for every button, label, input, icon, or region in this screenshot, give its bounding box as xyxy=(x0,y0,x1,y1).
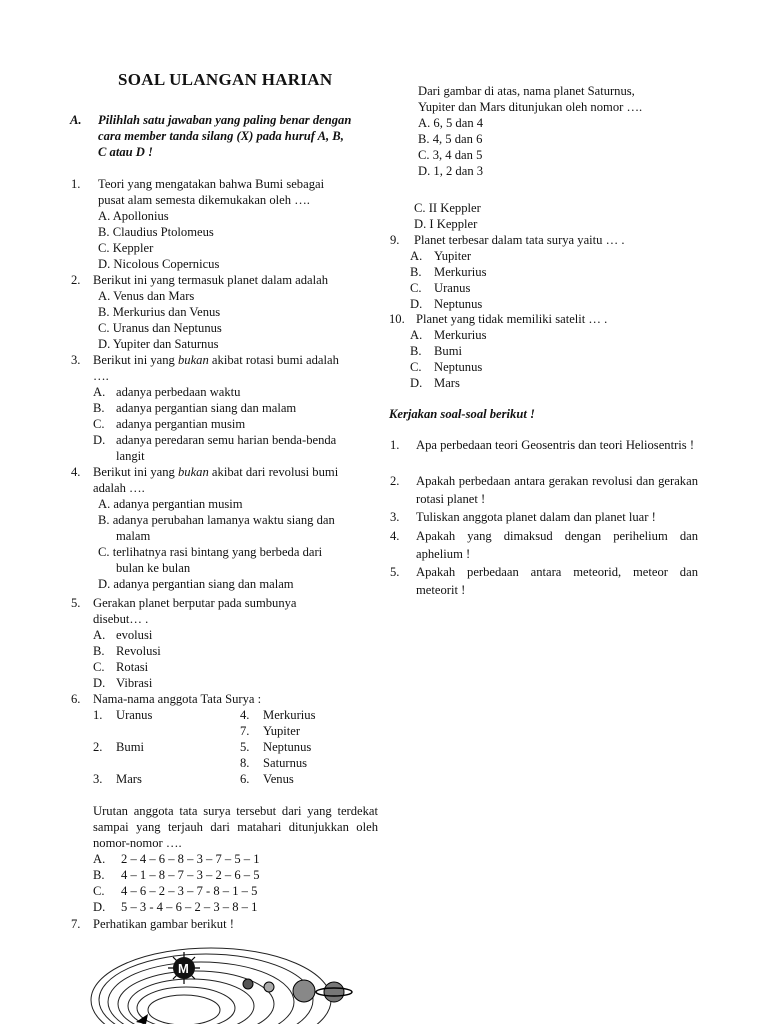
question-text: Berikut ini yang bukan akibat dari revolusi bumi xyxy=(93,465,339,479)
option-letter: C. xyxy=(410,360,422,374)
answer-option: 2 – 4 – 6 – 8 – 3 – 7 – 5 – 1 xyxy=(121,852,260,866)
comet-icon xyxy=(136,1014,148,1024)
essay-number: 2. xyxy=(390,474,400,488)
answer-option: C. Keppler xyxy=(98,241,154,255)
section-b-instruction: Kerjakan soal-soal berikut ! xyxy=(389,407,535,421)
question-number: 5. xyxy=(71,596,81,610)
answer-option: Neptunus xyxy=(434,360,483,374)
question-number: 10. xyxy=(389,312,405,326)
question-text: pusat alam semesta dikemukakan oleh …. xyxy=(98,193,310,207)
question-number: 1. xyxy=(71,177,81,191)
essay-question: Apa perbedaan teori Geosentris dan teori Heliosentris ! xyxy=(416,438,695,452)
answer-option-continuation: malam xyxy=(116,529,151,543)
option-letter: C. xyxy=(93,884,105,898)
option-letter: A. xyxy=(410,249,423,263)
answer-option: A. adanya pergantian musim xyxy=(98,497,243,511)
essay-question: Apakah yang dimaksud dengan perihelium dan aphelium ! xyxy=(416,529,698,561)
answer-option: D. I Keppler xyxy=(414,217,478,231)
option-letter: B. xyxy=(410,265,422,279)
question-text: Gerakan planet berputar pada sumbunya xyxy=(93,596,297,610)
question-text-continuation: adalah …. xyxy=(93,481,145,495)
option-letter: D. xyxy=(410,297,423,311)
list-number: 4. xyxy=(240,708,250,722)
essay-question: Apakah perbedaan antara meteorid, meteor dan meteorit ! xyxy=(416,565,698,597)
question-number: 3. xyxy=(71,353,81,367)
list-number: 8. xyxy=(240,756,250,770)
list-number: 2. xyxy=(93,740,103,754)
planet-icon xyxy=(293,980,315,1002)
answer-option: Uranus xyxy=(434,281,471,295)
answer-option: B. adanya perubahan lamanya waktu siang dan xyxy=(98,513,335,527)
list-number: 7. xyxy=(240,724,250,738)
answer-option: D. adanya pergantian siang dan malam xyxy=(98,577,294,591)
list-item: Venus xyxy=(263,772,294,786)
answer-option: Vibrasi xyxy=(116,676,153,690)
option-letter: C. xyxy=(93,660,105,674)
answer-option: 4 – 6 – 2 – 3 – 7 - 8 – 1 – 5 xyxy=(121,884,258,898)
list-item: Mars xyxy=(116,772,142,786)
answer-option: adanya peredaran semu harian benda-benda xyxy=(116,433,337,447)
option-letter: B. xyxy=(93,401,105,415)
list-number: 5. xyxy=(240,740,250,754)
question-text: Dari gambar di atas, nama planet Saturnus, xyxy=(418,84,635,98)
essay-number: 1. xyxy=(390,438,400,452)
answer-option: 5 – 3 - 4 – 6 – 2 – 3 – 8 – 1 xyxy=(121,900,258,914)
option-letter: C. xyxy=(93,417,105,431)
question-text: Planet yang tidak memiliki satelit … . xyxy=(416,312,608,326)
option-letter: A. xyxy=(93,385,106,399)
answer-option: A. Venus dan Mars xyxy=(98,289,195,303)
essay-number: 3. xyxy=(390,510,400,524)
question-number: 7. xyxy=(71,917,81,931)
answer-option: Neptunus xyxy=(434,297,483,311)
question-text-continuation: …. xyxy=(93,369,109,383)
list-item: Merkurius xyxy=(263,708,316,722)
option-letter: B. xyxy=(93,644,105,658)
answer-option: D. Nicolous Copernicus xyxy=(98,257,220,271)
essay-question: Apakah perbedaan antara gerakan revolusi dan gerakan rotasi planet ! xyxy=(416,474,698,506)
answer-option: C. terlihatnya rasi bintang yang berbeda dari xyxy=(98,545,323,559)
option-letter: A. xyxy=(93,852,106,866)
section-a-instruction-line-3: C atau D ! xyxy=(98,145,153,159)
question-text: Planet terbesar dalam tata surya yaitu … . xyxy=(414,233,625,247)
section-a-letter: A. xyxy=(70,113,82,127)
orbit-line xyxy=(148,995,220,1024)
orbit-line xyxy=(137,987,235,1024)
list-number: 6. xyxy=(240,772,250,786)
answer-option: Bumi xyxy=(434,344,462,358)
question-text: Berikut ini yang termasuk planet dalam adalah xyxy=(93,273,329,287)
list-number: 3. xyxy=(93,772,103,786)
page-title: SOAL ULANGAN HARIAN xyxy=(118,70,333,89)
answer-option: 4 – 1 – 8 – 7 – 3 – 2 – 6 – 5 xyxy=(121,868,260,882)
solar-system-figure xyxy=(86,944,366,1024)
option-letter: C. xyxy=(410,281,422,295)
list-item: Neptunus xyxy=(263,740,312,754)
answer-option: Yupiter xyxy=(434,249,472,263)
answer-option: A. 6, 5 dan 4 xyxy=(418,116,484,130)
answer-option: A. Apollonius xyxy=(98,209,169,223)
section-a-instruction-line-1: Pilihlah satu jawaban yang paling benar dengan xyxy=(98,113,352,127)
answer-option: Merkurius xyxy=(434,328,487,342)
answer-option-continuation: bulan ke bulan xyxy=(116,561,191,575)
question-number: 9. xyxy=(390,233,400,247)
question-text: Teori yang mengatakan bahwa Bumi sebagai xyxy=(98,177,325,191)
answer-option-continuation: langit xyxy=(116,449,145,463)
answer-option: B. 4, 5 dan 6 xyxy=(418,132,483,146)
option-letter: D. xyxy=(410,376,423,390)
question-text: Berikut ini yang bukan akibat rotasi bumi adalah xyxy=(93,353,339,367)
essay-question: Tuliskan anggota planet dalam dan planet luar ! xyxy=(416,510,656,524)
list-item: Saturnus xyxy=(263,756,308,770)
planet-icon xyxy=(243,979,253,989)
option-letter: D. xyxy=(93,900,106,914)
option-letter: B. xyxy=(410,344,422,358)
question-text: disebut… . xyxy=(93,612,149,626)
answer-option: D. Yupiter dan Saturnus xyxy=(98,337,219,351)
question-text: Perhatikan gambar berikut ! xyxy=(93,917,234,931)
answer-option: B. Merkurius dan Venus xyxy=(98,305,221,319)
answer-option: B. Claudius Ptolomeus xyxy=(98,225,214,239)
answer-option: adanya pergantian siang dan malam xyxy=(116,401,297,415)
option-letter: B. xyxy=(93,868,105,882)
option-letter: A. xyxy=(93,628,106,642)
answer-option: Revolusi xyxy=(116,644,161,658)
question-number: 4. xyxy=(71,465,81,479)
answer-option: adanya pergantian musim xyxy=(116,417,246,431)
answer-option: Merkurius xyxy=(434,265,487,279)
planet-icon xyxy=(264,982,274,992)
question-text: Nama-nama anggota Tata Surya : xyxy=(93,692,262,706)
answer-option: Rotasi xyxy=(116,660,149,674)
essay-number: 5. xyxy=(390,565,400,579)
question-number: 2. xyxy=(71,273,81,287)
saturn-icon xyxy=(316,982,352,1002)
answer-option: C. 3, 4 dan 5 xyxy=(418,148,483,162)
answer-option: C. Uranus dan Neptunus xyxy=(98,321,222,335)
list-number: 1. xyxy=(93,708,103,722)
answer-option: C. II Keppler xyxy=(414,201,481,215)
question-text: Yupiter dan Mars ditunjukan oleh nomor …. xyxy=(418,100,643,114)
list-item: Bumi xyxy=(116,740,144,754)
answer-option: D. 1, 2 dan 3 xyxy=(418,164,484,178)
question-paragraph: Urutan anggota tata surya tersebut dari yang terdekat sampai yang terjauh dari matahari ditunjukkan oleh nomor-nomor …. xyxy=(93,804,378,850)
sun-label: M xyxy=(178,961,189,976)
essay-number: 4. xyxy=(390,529,400,543)
question-number: 6. xyxy=(71,692,81,706)
option-letter: A. xyxy=(410,328,423,342)
option-letter: D. xyxy=(93,676,106,690)
answer-option: Mars xyxy=(434,376,460,390)
list-item: Yupiter xyxy=(263,724,301,738)
answer-option: adanya perbedaan waktu xyxy=(116,385,241,399)
answer-option: evolusi xyxy=(116,628,153,642)
list-item: Uranus xyxy=(116,708,153,722)
option-letter: D. xyxy=(93,433,106,447)
section-a-instruction-line-2: cara member tanda silang (X) pada huruf A, B, xyxy=(98,129,344,143)
